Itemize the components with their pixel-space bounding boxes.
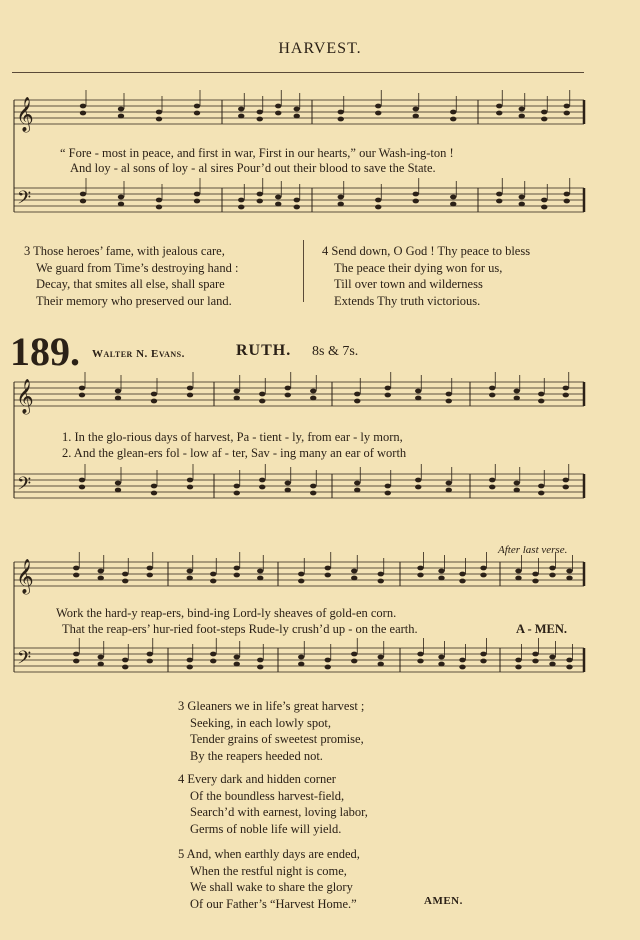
system2-note: [298, 579, 304, 584]
system1-note: [563, 478, 569, 483]
verse-line: 5 And, when earthly days are ended,: [178, 847, 360, 861]
running-head: HARVEST.: [278, 40, 362, 57]
system1-note: [538, 392, 544, 397]
prev-system-note: [275, 195, 281, 200]
prev-lyrics-line1: “ Fore - most in peace, and first in war, First in our hearts,” our Wash-ing-ton !: [60, 146, 454, 160]
system1-note: [115, 389, 121, 394]
system2-note: [147, 652, 153, 657]
prev-system-note: [80, 192, 86, 197]
prev-system-note: [450, 117, 456, 122]
prev-system-note: [519, 114, 525, 119]
prev-system-note: [413, 107, 419, 112]
system2-note: [566, 665, 572, 670]
prev-system-note: [375, 111, 381, 116]
prev-system-note: [238, 198, 244, 203]
system1-note: [115, 481, 121, 486]
system1-note: [285, 481, 291, 486]
prev-system-note: [450, 202, 456, 207]
verse-3: [178, 698, 364, 764]
system1-note: [259, 392, 265, 397]
prev-system-note: [496, 111, 502, 116]
system2-note: [378, 572, 384, 577]
composer: Walter N. Evans.: [92, 348, 185, 360]
prev-system-note: [80, 104, 86, 109]
system1-note: [563, 386, 569, 391]
verse-line: Tender grains of sweetest promise,: [190, 732, 364, 746]
system1-note: [514, 488, 520, 493]
system2-note: [378, 579, 384, 584]
verse-line: Their memory who preserved our land.: [36, 293, 232, 308]
prev-system-note: [118, 107, 124, 112]
verse-line: Decay, that smites all else, shall spare: [36, 277, 225, 291]
system1-note: [310, 396, 316, 401]
prev-system-note: [294, 107, 300, 112]
system1-note: [187, 485, 193, 490]
system1-note: [514, 389, 520, 394]
system2-note: [532, 652, 538, 657]
prev-system-note: [194, 111, 200, 116]
system2-note: [73, 566, 79, 571]
prev-system-note: [413, 192, 419, 197]
system2-note: [417, 566, 423, 571]
system2-note: [549, 662, 555, 667]
system1-bass-clef: 𝄢: [17, 474, 32, 499]
system2-note: [257, 665, 263, 670]
prev-system-note: [541, 205, 547, 210]
system2-note: [351, 576, 357, 581]
prev-system-note: [238, 107, 244, 112]
system2-note: [98, 655, 104, 660]
system1-note: [259, 478, 265, 483]
prev-system-note: [257, 199, 263, 204]
system1-note: [310, 484, 316, 489]
system1-note: [385, 393, 391, 398]
system2-note: [459, 658, 465, 663]
prev-system-note: [519, 107, 525, 112]
system2-note: [122, 658, 128, 663]
amen-end: AMEN.: [424, 895, 463, 907]
system1-note: [489, 386, 495, 391]
system1-note: [538, 491, 544, 496]
system1-note: [79, 485, 85, 490]
meter: 8s & 7s.: [312, 344, 359, 359]
system2-note: [438, 576, 444, 581]
system1-note: [151, 399, 157, 404]
system2-note: [234, 655, 240, 660]
prev-system-note: [496, 199, 502, 204]
prev-system-note: [541, 198, 547, 203]
system2-bass-clef: 𝄢: [17, 648, 32, 673]
prev-system-note: [564, 199, 570, 204]
prev-system-note: [257, 117, 263, 122]
prev-system-note: [294, 205, 300, 210]
system2-note: [438, 655, 444, 660]
system2-note: [549, 566, 555, 571]
system2-note: [147, 573, 153, 578]
system1-note: [385, 484, 391, 489]
prev-system-note: [413, 199, 419, 204]
system1-note: [259, 485, 265, 490]
system2-note: [351, 659, 357, 664]
verse-line: 3 Gleaners we in life’s great harvest ;: [178, 699, 365, 713]
prev-system-note: [194, 199, 200, 204]
prev-system-note: [564, 111, 570, 116]
prev-system-treble-clef: 𝄞: [16, 97, 34, 132]
system2-note: [234, 566, 240, 571]
system2-note: [351, 652, 357, 657]
prev-system-note: [118, 202, 124, 207]
prev-system-note: [194, 192, 200, 197]
system2-note: [438, 569, 444, 574]
system2-note: [122, 572, 128, 577]
system1-note: [234, 484, 240, 489]
system1-note: [514, 481, 520, 486]
system1-note: [151, 484, 157, 489]
system1-note: [514, 396, 520, 401]
verse-line: Germs of noble life will yield.: [190, 821, 342, 836]
prev-system-note: [275, 111, 281, 116]
system2-note: [98, 662, 104, 667]
system2-note: [549, 655, 555, 660]
verse-5: [178, 846, 360, 912]
prev-system-note: [413, 114, 419, 119]
system1-note: [446, 481, 452, 486]
system2-note: [234, 662, 240, 667]
system2-note: [210, 659, 216, 664]
system1-note: [538, 399, 544, 404]
prev-system-note: [496, 104, 502, 109]
system1-note: [415, 396, 421, 401]
verse-line: 3 Those heroes’ fame, with jealous care,: [24, 244, 225, 258]
prev-system-note: [118, 114, 124, 119]
system1-note: [310, 389, 316, 394]
prev-system-note: [375, 205, 381, 210]
prev-system-note: [375, 198, 381, 203]
system1-note: [79, 478, 85, 483]
verse-line: Seeking, in each lowly spot,: [190, 715, 331, 730]
system1-note: [563, 393, 569, 398]
system1-note: [259, 399, 265, 404]
prev-system-note: [156, 117, 162, 122]
system1-note: [354, 399, 360, 404]
system2-note: [459, 579, 465, 584]
system1-treble-clef: 𝄞: [16, 379, 34, 414]
system1-note: [187, 478, 193, 483]
system2-note: [532, 659, 538, 664]
verse-line: Of our Father’s “Harvest Home.”: [190, 896, 357, 911]
system1-note: [446, 399, 452, 404]
system2-note: [210, 579, 216, 584]
hymn-number: 189.: [10, 329, 80, 374]
system2-note: [210, 572, 216, 577]
system1-note: [489, 393, 495, 398]
system2-note: [122, 665, 128, 670]
system1-note: [415, 485, 421, 490]
verse-line: By the reapers heeded not.: [190, 748, 323, 763]
prev-system-note: [519, 202, 525, 207]
prev-system-note: [564, 192, 570, 197]
system1-note: [285, 393, 291, 398]
system2-note: [257, 658, 263, 663]
system1-note: [489, 485, 495, 490]
prev-system-note: [238, 114, 244, 119]
prev-system-note: [80, 199, 86, 204]
prev-system-note: [450, 195, 456, 200]
system1-note: [354, 488, 360, 493]
verse-line: The peace their dying won for us,: [334, 260, 503, 275]
system1-note: [79, 393, 85, 398]
verse-4: [178, 771, 368, 837]
system2-lyrics-line1: Work the hard-y reap-ers, bind-ing Lord-ly sheaves of gold-en corn.: [56, 606, 397, 620]
system1-note: [151, 392, 157, 397]
system2-note: [417, 652, 423, 657]
verse-line: We shall wake to share the glory: [190, 880, 353, 894]
system1-lyrics-line1: 1. In the glo-rious days of harvest, Pa - tient - ly, from ear - ly morn,: [62, 430, 403, 444]
system2-note: [187, 569, 193, 574]
system1-note: [489, 478, 495, 483]
system2-note: [187, 576, 193, 581]
system1-note: [385, 491, 391, 496]
system1-note: [187, 386, 193, 391]
system2-note: [515, 569, 521, 574]
system2-note: [298, 572, 304, 577]
system2-note: [417, 573, 423, 578]
system2-note: [459, 665, 465, 670]
system1-note: [187, 393, 193, 398]
system1-note: [285, 386, 291, 391]
system2-note: [480, 652, 486, 657]
prev-system-note: [338, 202, 344, 207]
system1-note: [234, 396, 240, 401]
system1-lyrics-line2: 2. And the glean-ers fol - low af - ter, Sav - ing many an ear of worth: [62, 446, 407, 460]
system2-note: [566, 569, 572, 574]
system2-note: [438, 662, 444, 667]
prev-system-note: [375, 104, 381, 109]
prev-system-note: [564, 104, 570, 109]
system1-note: [234, 491, 240, 496]
system2-note: [515, 658, 521, 663]
system1-note: [385, 386, 391, 391]
prev-system-note: [541, 117, 547, 122]
system2-note: [325, 665, 331, 670]
prev-system-note: [338, 110, 344, 115]
system2-note: [549, 573, 555, 578]
prev-system-note: [156, 110, 162, 115]
prev-system-note: [156, 205, 162, 210]
verse-line: Search’d with earnest, loving labor,: [190, 805, 368, 819]
system2-note: [480, 573, 486, 578]
system2-note: [257, 569, 263, 574]
system2-note: [298, 655, 304, 660]
system1-note: [563, 485, 569, 490]
system2-note: [532, 579, 538, 584]
system2-note: [98, 576, 104, 581]
system1-note: [446, 488, 452, 493]
prev-verse-3: [24, 243, 238, 309]
system1-note: [446, 392, 452, 397]
verse-line: We guard from Time’s destroying hand :: [36, 260, 239, 275]
system2-note: [417, 659, 423, 664]
verse-line: Extends Thy truth victorious.: [334, 293, 481, 308]
system1-note: [285, 488, 291, 493]
prev-system-note: [450, 110, 456, 115]
system2-note: [459, 572, 465, 577]
prev-system-note: [156, 198, 162, 203]
system2-lyrics-line2: That the reap-ers’ hur-ried foot-steps Rude-ly crush’d up - on the earth.: [62, 622, 418, 636]
system2-note: [257, 576, 263, 581]
system2-note: [73, 573, 79, 578]
system2-note: [480, 566, 486, 571]
prev-system-note: [338, 195, 344, 200]
prev-system-note: [294, 198, 300, 203]
system2-note: [325, 658, 331, 663]
prev-system-note: [118, 195, 124, 200]
verse-line: Of the boundless harvest-field,: [190, 788, 345, 803]
system2-note: [515, 665, 521, 670]
verse-line: 4 Send down, O God ! Thy peace to bless: [322, 244, 531, 258]
verse-divider: [303, 240, 304, 302]
verse-line: Till over town and wilderness: [334, 277, 483, 291]
system2-note: [532, 572, 538, 577]
system2-note: [187, 665, 193, 670]
system1-note: [538, 484, 544, 489]
system1-note: [234, 389, 240, 394]
verse-line: 4 Every dark and hidden corner: [178, 772, 336, 786]
system1-note: [415, 389, 421, 394]
system1-note: [415, 478, 421, 483]
system2-note: [566, 576, 572, 581]
system1-note: [354, 392, 360, 397]
prev-system-note: [80, 111, 86, 116]
system1-note: [115, 396, 121, 401]
prev-system-note: [496, 192, 502, 197]
system2-note: [378, 662, 384, 667]
prev-system-note: [257, 192, 263, 197]
system2-note: [325, 573, 331, 578]
system2-note: [98, 569, 104, 574]
system2-note: [351, 569, 357, 574]
after-last-verse: After last verse.: [498, 544, 568, 556]
system2-note: [325, 566, 331, 571]
tune-name: RUTH.: [236, 342, 292, 359]
system2-note: [234, 573, 240, 578]
prev-system-note: [519, 195, 525, 200]
amen-sung: A - MEN.: [516, 622, 568, 636]
system2-note: [73, 659, 79, 664]
system2-note: [298, 662, 304, 667]
prev-system-note: [294, 114, 300, 119]
system2-note: [210, 652, 216, 657]
system1-note: [115, 488, 121, 493]
system1-note: [354, 481, 360, 486]
system1-note: [310, 491, 316, 496]
system2-note: [147, 566, 153, 571]
system2-note: [187, 658, 193, 663]
system2-note: [122, 579, 128, 584]
prev-verse-4: [322, 243, 530, 309]
system1-note: [151, 491, 157, 496]
system1-note: [79, 386, 85, 391]
prev-system-note: [257, 110, 263, 115]
system2-note: [515, 576, 521, 581]
system2-note: [147, 659, 153, 664]
prev-system-note: [238, 205, 244, 210]
system2-note: [378, 655, 384, 660]
prev-system-bass-clef: 𝄢: [17, 188, 32, 213]
prev-system-note: [275, 104, 281, 109]
system2-treble-clef: 𝄞: [16, 559, 34, 594]
prev-lyrics-line2: And loy - al sons of loy - al sires Pour’d out their blood to save the State.: [70, 161, 436, 175]
verse-line: When the restful night is come,: [190, 863, 347, 878]
prev-system-note: [541, 110, 547, 115]
prev-system-note: [338, 117, 344, 122]
system2-note: [566, 658, 572, 663]
prev-system-note: [194, 104, 200, 109]
system2-note: [73, 652, 79, 657]
system2-note: [480, 659, 486, 664]
prev-system-note: [275, 202, 281, 207]
